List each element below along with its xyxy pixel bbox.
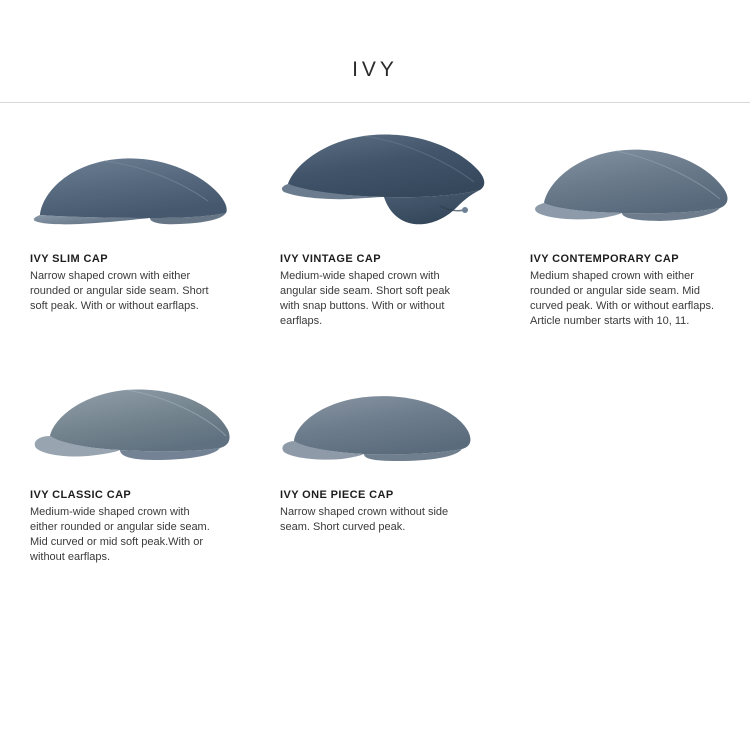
page-title: IVY: [352, 58, 398, 81]
cap-card-one-piece: [250, 359, 500, 565]
flat-cap-contemporary-illustration: [530, 133, 735, 253]
cap-description: Medium-wide shaped crown with either rounded or angular side seam. Mid curved or mid soft peak.With or without earflaps.: [30, 506, 210, 563]
cap-row-1: [0, 103, 750, 329]
cap-figure-classic: [30, 359, 232, 489]
flat-cap-vintage-illustration: [280, 118, 495, 253]
cap-title: IVY CONTEMPORARY CAP: [530, 253, 679, 265]
cap-figure-slim: [30, 103, 232, 253]
cap-figure-contemporary: [530, 103, 732, 253]
cap-card-contemporary: [500, 103, 750, 329]
cap-title: IVY VINTAGE CAP: [280, 253, 381, 265]
cap-description: Narrow shaped crown with either rounded or angular side seam. Short soft peak. With or without earflaps.: [30, 270, 209, 312]
cap-card-vintage: [250, 103, 500, 329]
cap-title: IVY ONE PIECE CAP: [280, 489, 394, 501]
cap-style-grid: [0, 103, 750, 565]
cap-description: Medium shaped crown with either rounded or angular side seam. Mid curved peak. With or without earflaps. Article number starts with 10, 11.: [530, 270, 715, 327]
cap-description: Medium-wide shaped crown with angular side seam. Short soft peak with snap buttons. With or without earflaps.: [280, 270, 450, 327]
flat-cap-one-piece-illustration: [280, 379, 480, 489]
cap-description: Narrow shaped crown without side seam. Short curved peak.: [280, 506, 449, 533]
cap-title: IVY SLIM CAP: [30, 253, 108, 265]
flat-cap-slim-illustration: [30, 133, 240, 253]
cap-figure-one-piece: [280, 359, 482, 489]
cap-row-2: [0, 359, 750, 565]
cap-title: IVY CLASSIC CAP: [30, 489, 132, 501]
cap-figure-vintage: [280, 103, 482, 253]
page-header: [0, 0, 750, 103]
cap-card-slim: [0, 103, 250, 329]
flat-cap-classic-illustration: [30, 374, 245, 489]
cap-card-empty: [500, 359, 750, 565]
cap-card-classic: [0, 359, 250, 565]
